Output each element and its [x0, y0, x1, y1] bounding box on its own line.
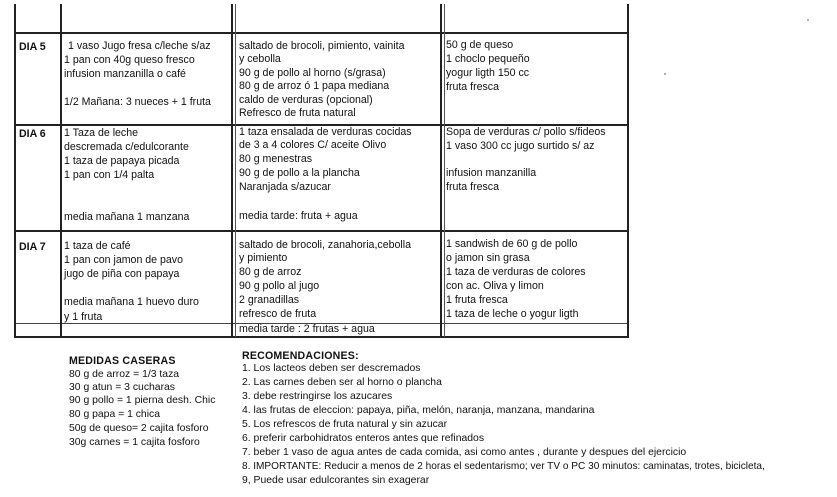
dinner-line: con ac. Oliva y limon	[446, 280, 544, 292]
breakfast-line: 1 vaso Jugo fresa c/leche s/az	[68, 40, 211, 52]
table-line-col2b	[235, 4, 236, 337]
day-label: DIA 6	[19, 128, 46, 140]
breakfast-line: 1 Taza de leche	[64, 127, 139, 139]
lunch-line: 80 g de arroz ó 1 papa mediana	[239, 80, 390, 92]
lunch-line: y cebolla	[239, 53, 281, 65]
dinner-line: fruta fresca	[446, 181, 499, 193]
medida-item: 90 g pollo = 1 pierna desh. Chic	[69, 395, 216, 406]
table-line-top	[14, 32, 629, 34]
medida-item: 30g carnes = 1 cajita fosforo	[69, 437, 200, 448]
scan-speck	[664, 73, 666, 75]
dinner-line: 1 vaso 300 cc jugo surtido s/ az	[446, 140, 595, 152]
dinner-line: 50 g de queso	[446, 39, 514, 51]
recomendaciones-title: RECOMENDACIONES:	[242, 350, 359, 362]
scan-speck	[807, 19, 809, 21]
recomendacion-item: 3. debe restringirse los azucares	[242, 391, 393, 402]
breakfast-line: jugo de piña con papaya	[64, 268, 180, 280]
recomendacion-item: 5. Los refrescos de fruta natural y sin azucar	[242, 419, 448, 430]
breakfast-line: 1 pan con 40g queso fresco	[64, 54, 195, 66]
day-label: DIA 7	[19, 241, 46, 253]
lunch-line: 80 g de arroz	[239, 266, 302, 278]
table-line-col3b	[444, 4, 445, 337]
table-line-col3	[440, 4, 442, 337]
snack-line: 1/2 Mañana: 3 nueces + 1 fruta	[64, 96, 211, 108]
dinner-line: fruta fresca	[446, 81, 499, 93]
breakfast-line: 1 pan con jamon de pavo	[64, 254, 183, 266]
lunch-line: 90 g de pollo al horno (s/grasa)	[239, 67, 386, 79]
medida-item: 30 g atun = 3 cucharas	[69, 382, 176, 393]
recomendacion-item: 7. beber 1 vaso de agua antes de cada comida, asi como antes , durante y despues del ejercicio	[242, 447, 687, 458]
lunch-line: saltado de brocoli, zanahoria,cebolla	[239, 239, 411, 251]
recomendacion-item: 2. Las carnes deben ser al horno o plancha	[242, 377, 442, 388]
recomendacion-item: 9, Puede usar edulcorantes sin exagerar	[242, 475, 430, 486]
breakfast-line: infusion manzanilla o café	[64, 68, 186, 80]
breakfast-line: 1 taza de papaya picada	[64, 155, 180, 167]
lunch-line: 2 granadillas	[239, 294, 300, 306]
medida-item: 80 g de arroz = 1/3 taza	[69, 369, 180, 380]
lunch-line: de 3 a 4 colores C/ aceite Olivo	[239, 139, 387, 151]
breakfast-line: 1 pan con 1/4 palta	[64, 169, 155, 181]
table-line-left	[14, 4, 16, 337]
dinner-line: yogur ligth 150 cc	[446, 67, 530, 79]
day-label: DIA 5	[19, 41, 46, 53]
lunch-line: 90 g pollo al jugo	[239, 280, 320, 292]
lunch-line: y pimiento	[239, 252, 288, 264]
dinner-line: 1 fruta fresca	[446, 294, 508, 306]
recomendacion-item: 8. IMPORTANTE: Reducir a menos de 2 horas el sedentarismo; ver TV o PC 30 minutos: caminatas, trotes, bicicleta,	[242, 461, 765, 472]
dinner-line: Sopa de verduras c/ pollo s/fideos	[446, 126, 606, 138]
dinner-line: 1 choclo pequeño	[446, 53, 530, 65]
table-line-col1	[60, 4, 62, 337]
lunch-line: 1 taza ensalada de verduras cocidas	[239, 126, 412, 138]
breakfast-line: descremada c/edulcorante	[64, 141, 189, 153]
lunch-line: refresco de fruta	[239, 308, 317, 320]
dinner-line: o jamon sin grasa	[446, 252, 530, 264]
dinner-line: 1 taza de leche o yogur ligth	[446, 308, 579, 320]
recomendacion-item: 4. las frutas de eleccion: papaya, piña, melón, naranja, manzana, mandarina	[242, 405, 595, 416]
lunch-line: Naranjada s/azucar	[239, 181, 331, 193]
medida-item: 50g de queso= 2 cajita fosforo	[69, 423, 209, 434]
table-line-col2	[231, 4, 233, 337]
dinner-line: infusion manzanilla	[446, 167, 537, 179]
lunch-line: caldo de verduras (opcional)	[239, 94, 373, 106]
dinner-line: 1 sandwish de 60 g de pollo	[446, 238, 578, 250]
medida-item: 80 g papa = 1 chica	[69, 409, 160, 420]
lunch-line: Refresco de fruta natural	[239, 107, 356, 119]
lunch-line: saltado de brocoli, pimiento, vainita	[239, 40, 405, 52]
breakfast-line: 1 taza de café	[64, 240, 131, 252]
snack-line: media mañana 1 huevo duro	[64, 296, 199, 308]
medidas-title: MEDIDAS CASERAS	[69, 355, 176, 367]
lunch-line: 90 g de pollo a la plancha	[239, 167, 360, 179]
snack-line: media tarde: fruta + agua	[239, 210, 358, 222]
snack-line: media tarde : 2 frutas + agua	[239, 323, 375, 335]
recomendacion-item: 1. Los lacteos deben ser descremados	[242, 363, 421, 374]
snack-line: y 1 fruta	[64, 311, 103, 323]
table-line-right	[627, 4, 629, 337]
snack-line: media mañana 1 manzana	[64, 211, 190, 223]
table-line-dia7	[14, 230, 629, 232]
dinner-line: 1 taza de verduras de colores	[446, 266, 586, 278]
lunch-line: 80 g menestras	[239, 153, 313, 165]
recomendacion-item: 6. preferir carbohidratos enteros antes que refinados	[242, 433, 485, 444]
